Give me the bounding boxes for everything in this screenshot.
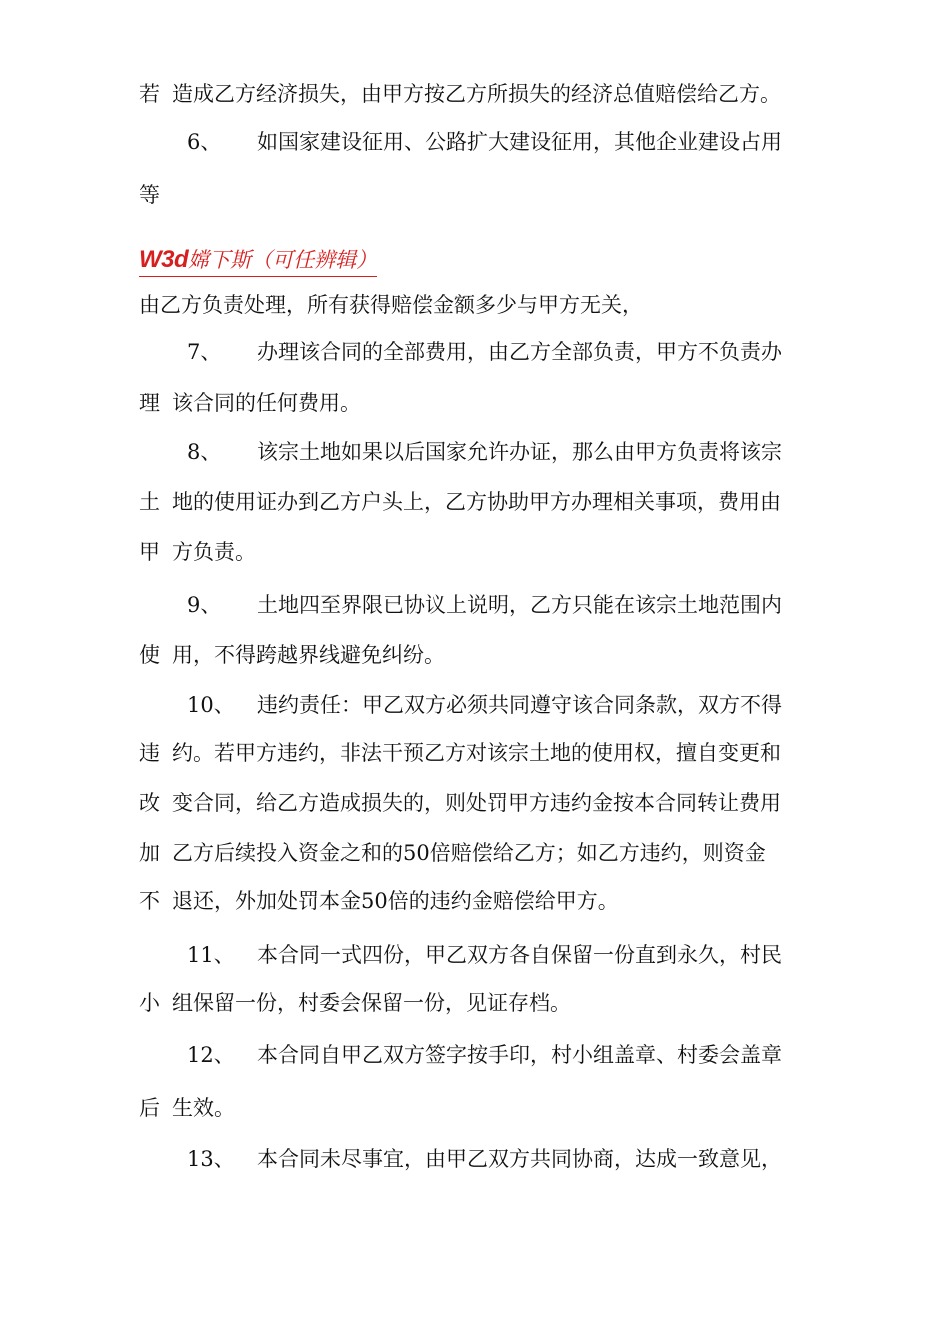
line-text: 约。若甲方违约，非法干预乙方对该宗土地的使用权，擅自变更和 [172, 741, 781, 765]
clause-number: 6、 [187, 130, 222, 154]
line-text: 由乙方负责处理，所有获得赔偿金额多少与甲方无关， [139, 293, 643, 317]
line-lead: 后 [139, 1096, 160, 1120]
clause-line [187, 337, 782, 367]
line-text: 违约责任：甲乙双方必须共同遵守该合同条款，双方不得 [257, 693, 782, 717]
clause-line [187, 1040, 782, 1070]
text-line [139, 79, 781, 109]
clause-number: 10、 [187, 693, 235, 717]
line-text: 该合同的任何费用。 [172, 391, 361, 415]
line-text: 土地四至界限已协议上说明，乙方只能在该宗土地范围内 [257, 593, 782, 617]
line-text: 该宗土地如果以后国家允许办证，那么由甲方负责将该宗 [257, 440, 782, 464]
clause-line [187, 940, 782, 970]
line-text: 方负责。 [172, 540, 256, 564]
line-lead: 小 [139, 991, 160, 1015]
line-text: 本合同一式四份，甲乙双方各自保留一份直到永久，村民 [257, 943, 782, 967]
line-lead: 不 [139, 889, 160, 913]
text-line [139, 838, 766, 868]
line-text: 组保留一份，村委会保留一份，见证存档。 [172, 991, 571, 1015]
line-text: 等 [139, 183, 160, 207]
line-lead: 若 [139, 82, 160, 106]
watermark [139, 245, 377, 277]
line-text: 本合同自甲乙双方签字按手印，村小组盖章、村委会盖章 [257, 1043, 782, 1067]
clause-line [187, 127, 782, 157]
line-lead: 违 [139, 741, 160, 765]
clause-number: 9、 [187, 593, 222, 617]
text-line [139, 537, 256, 567]
text-line [139, 988, 571, 1018]
text-line [139, 388, 361, 418]
text-line [139, 738, 781, 768]
text-line [139, 640, 445, 670]
clause-number: 11、 [187, 943, 235, 967]
line-lead: 理 [139, 391, 160, 415]
line-text: 地的使用证办到乙方户头上，乙方协助甲方办理相关事项，费用由 [172, 490, 781, 514]
line-text: 本合同未尽事宜，由甲乙双方共同协商，达成一致意见， [257, 1147, 782, 1171]
line-text: 变合同，给乙方造成损失的，则处罚甲方违约金按本合同转让费用 [172, 791, 781, 815]
clause-number: 7、 [187, 340, 222, 364]
line-lead: 使 [139, 643, 160, 667]
text-line [139, 1093, 235, 1123]
line-lead: 甲 [139, 540, 160, 564]
text-line [139, 788, 781, 818]
line-text: 生效。 [172, 1096, 235, 1120]
text-line [139, 886, 619, 916]
line-text: 如国家建设征用、公路扩大建设征用，其他企业建设占用 [257, 130, 782, 154]
clause-line [187, 437, 782, 467]
watermark-text: 嫦下斯（可任辨辑） [188, 248, 378, 272]
line-text: 办理该合同的全部费用，由乙方全部负责，甲方不负责办 [257, 340, 782, 364]
clause-number: 12、 [187, 1043, 235, 1067]
clause-line [187, 1144, 782, 1174]
clause-line [187, 590, 782, 620]
line-lead: 改 [139, 791, 160, 815]
line-text: 造成乙方经济损失，由甲方按乙方所损失的经济总值赔偿给乙方。 [172, 82, 781, 106]
line-text: 用，不得跨越界线避免纠纷。 [172, 643, 445, 667]
clause-line [187, 690, 782, 720]
text-line [139, 180, 160, 210]
text-line [139, 290, 643, 320]
line-lead: 加 [139, 841, 160, 865]
line-text: 退还，外加处罚本金50倍的违约金赔偿给甲方。 [172, 889, 619, 913]
line-lead: 土 [139, 490, 160, 514]
watermark-brand: W3d [139, 246, 189, 273]
line-text: 乙方后续投入资金之和的50倍赔偿给乙方；如乙方违约，则资金 [172, 841, 766, 865]
text-line [139, 487, 781, 517]
clause-number: 13、 [187, 1147, 235, 1171]
clause-number: 8、 [187, 440, 222, 464]
